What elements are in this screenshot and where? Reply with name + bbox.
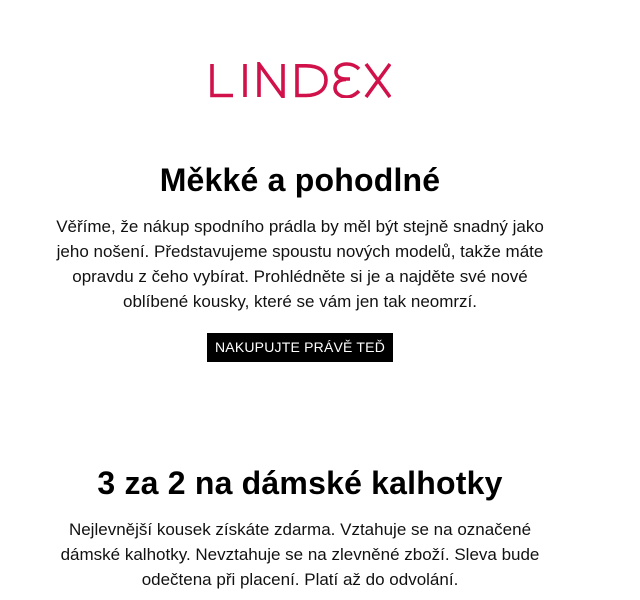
section-body-text: Nejlevnější kousek získáte zdarma. Vztahuje se na označené dámské kalhotky. Nevztahuje se na zlevněné zboží. Sleva bude odečtena při placení. Platí až do odvolání. <box>60 520 540 589</box>
lindex-logo-icon <box>209 62 391 98</box>
offer-section <box>0 461 600 592</box>
lindex-logo[interactable] <box>0 62 600 103</box>
section-heading: Měkké a pohodlné <box>159 162 441 198</box>
section-body-text: Věříme, že nákup spodního prádla by měl být stejně snadný jako jeho nošení. Představujeme spoustu nových modelů, takže máte opravdu z čeho vybírat. Prohlédněte si je a najděte své nové oblíbené kousky, které se vám jen tak neomrzí. <box>56 217 544 311</box>
intro-section <box>0 158 600 362</box>
shop-now-button[interactable]: NAKUPUJTE PRÁVĚ TEĎ <box>207 333 393 362</box>
section-heading: 3 za 2 na dámské kalhotky <box>97 465 503 501</box>
